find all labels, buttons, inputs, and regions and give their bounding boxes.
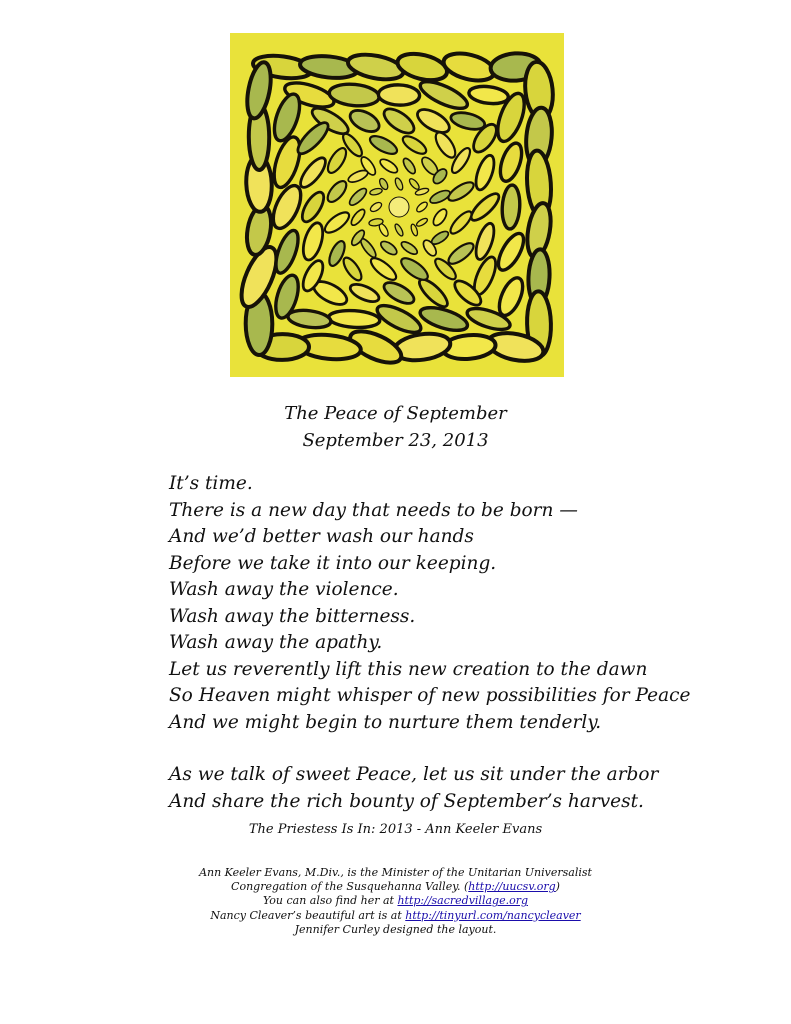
- poem-title: The Peace of September: [284, 403, 507, 424]
- credit-text: Nancy Cleaver’s beautiful art is at: [210, 908, 406, 922]
- poem-body: [169, 471, 729, 815]
- poem-line: And we might begin to nurture them tenderly.: [169, 711, 602, 733]
- leaf-shape: [501, 185, 521, 230]
- credit-line-art: [0, 909, 791, 923]
- poem-line: Let us reverently lift this new creation to the dawn: [169, 658, 648, 680]
- leaf-painting-svg: [230, 33, 564, 377]
- attribution: The Priestess Is In: 2013 - Ann Keeler Evans: [248, 822, 543, 837]
- art-center: [389, 197, 409, 217]
- author-credits: [0, 866, 791, 937]
- poem-line: It’s time.: [169, 473, 253, 494]
- credit-line-minister: Ann Keeler Evans, M.Div., is the Minister of the Unitarian Universalist: [199, 866, 592, 879]
- credit-line-congregation: [0, 880, 791, 894]
- artwork-leaf-painting: [230, 33, 564, 377]
- poem-title-block: [0, 400, 791, 454]
- poem-line: Before we take it into our keeping.: [169, 552, 497, 574]
- poem-line: Wash away the bitterness.: [169, 605, 416, 627]
- poem-line: So Heaven might whisper of new possibilities for Peace: [169, 685, 691, 706]
- poem-line: Wash away the apathy.: [169, 632, 383, 653]
- stanza-gap: [169, 736, 729, 762]
- sacredvillage-link[interactable]: http://sacredvillage.org: [397, 894, 528, 908]
- leaf-shape: [378, 84, 420, 106]
- credit-text: Congregation of the Susquehanna Valley. (: [231, 880, 469, 894]
- poem-line: Wash away the violence.: [169, 579, 399, 600]
- poem-stanza-2: [169, 762, 729, 815]
- poem-line: And share the rich bounty of September’s harvest.: [169, 790, 644, 812]
- poem-line: As we talk of sweet Peace, let us sit under the arbor: [169, 764, 659, 785]
- credit-text: You can also find her at: [263, 894, 398, 908]
- credit-text: ): [555, 880, 560, 894]
- poem-stanza-1: [169, 471, 729, 736]
- uucsv-link[interactable]: http://uucsv.org: [468, 880, 556, 894]
- credit-line-layout: Jennifer Curley designed the layout.: [294, 922, 497, 936]
- poem-date: September 23, 2013: [302, 430, 489, 451]
- poem-line: And we’d better wash our hands: [169, 526, 474, 547]
- nancycleaver-link[interactable]: http://tinyurl.com/nancycleaver: [405, 908, 581, 922]
- credit-line-sacredvillage: [0, 894, 791, 908]
- poem-line: There is a new day that needs to be born —: [169, 499, 578, 521]
